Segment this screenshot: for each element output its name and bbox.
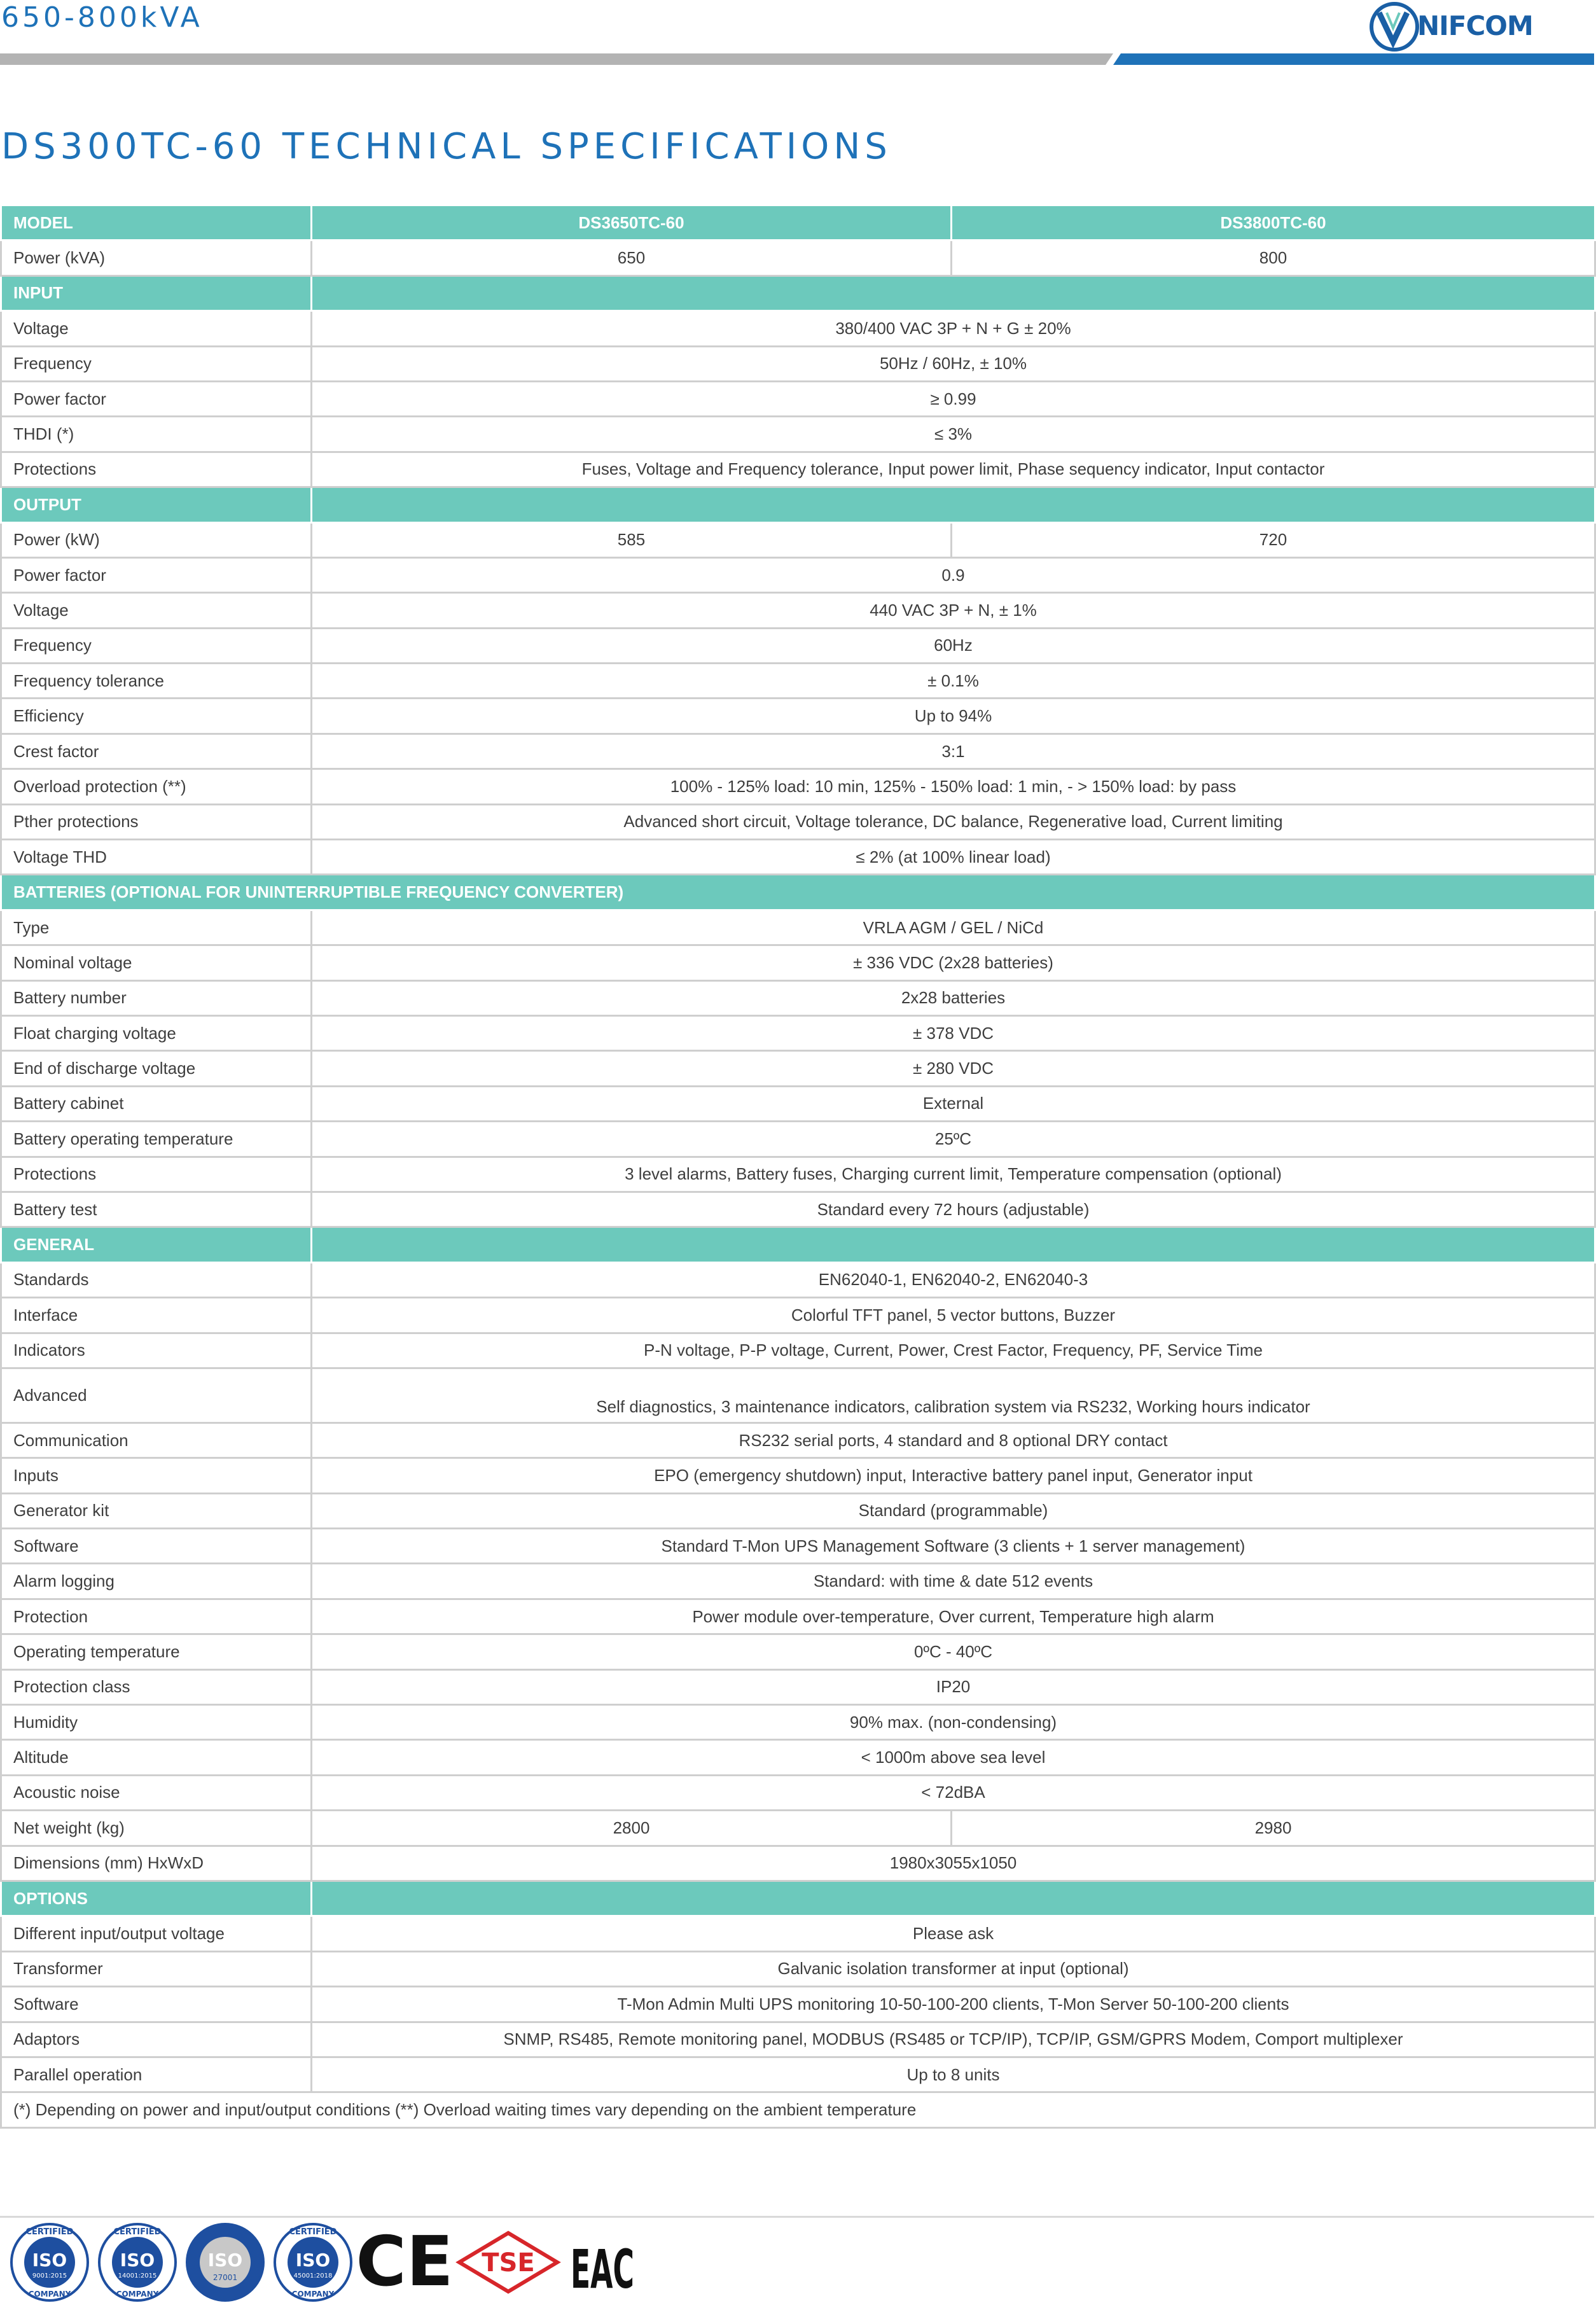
section-fill — [312, 1881, 1595, 1916]
table-row — [1, 910, 1595, 945]
seal-top-text: CERTIFIED — [25, 2227, 74, 2237]
iso-45001-seal-icon — [272, 2222, 354, 2303]
row-label: Battery number — [1, 980, 312, 1015]
eac-mark-text: EAC — [571, 2238, 634, 2300]
row-label: Protections — [1, 1157, 312, 1192]
seal-top-text: CERTIFIED — [289, 2227, 337, 2237]
row-label: End of discharge voltage — [1, 1051, 312, 1086]
nifcom-logo-icon — [1368, 0, 1425, 53]
section-fill — [312, 1227, 1595, 1262]
seal-code: 27001 — [212, 2273, 238, 2282]
row-value: < 1000m above sea level — [312, 1740, 1595, 1775]
row-label: Float charging voltage — [1, 1015, 312, 1050]
seal-mark: ISO — [120, 2250, 155, 2271]
nifcom-logo — [1368, 0, 1565, 53]
table-row — [1, 1846, 1595, 1881]
row-value: 90% max. (non-condensing) — [312, 1705, 1595, 1740]
row-label: Net weight (kg) — [1, 1811, 312, 1846]
row-value-col1: 650 — [312, 240, 952, 275]
seal-bottom-text: COMPANY — [28, 2290, 71, 2299]
table-row — [1, 593, 1595, 628]
table-row — [1, 346, 1595, 381]
power-range-title: 650-800kVA — [1, 1, 203, 34]
row-value: 1980x3055x1050 — [312, 1846, 1595, 1881]
row-value: ± 0.1% — [312, 664, 1595, 699]
table-row — [1, 1705, 1595, 1740]
row-label: Protection class — [1, 1669, 312, 1704]
table-row — [1, 311, 1595, 346]
table-row — [1, 452, 1595, 487]
table-row — [1, 1634, 1595, 1669]
row-value-col2: 800 — [952, 240, 1595, 275]
section-label: BATTERIES (OPTIONAL FOR UNINTERRUPTIBLE FREQUENCY CONVERTER) — [1, 875, 1595, 910]
table-row — [1, 1086, 1595, 1121]
table-row — [1, 1951, 1595, 1986]
table-row — [1, 1811, 1595, 1846]
table-row — [1, 1015, 1595, 1050]
seal-code: 45001:2018 — [293, 2272, 333, 2279]
page-header — [0, 0, 1594, 70]
row-value: Fuses, Voltage and Frequency tolerance, Input power limit, Phase sequency indicator, Input contactor — [312, 452, 1595, 487]
seal-code: 14001:2015 — [118, 2272, 157, 2279]
row-label: Indicators — [1, 1333, 312, 1368]
section-heading-general — [1, 1227, 1595, 1262]
row-label: Inputs — [1, 1458, 312, 1493]
seal-code: 9001:2015 — [32, 2272, 67, 2279]
table-row — [1, 945, 1595, 980]
seal-top-text: CERTIFIED — [113, 2227, 162, 2237]
table-row — [1, 2057, 1595, 2092]
brand-name: NIFCOM — [1417, 10, 1533, 41]
model-col1: DS3650TC-60 — [312, 205, 952, 240]
row-value: Up to 8 units — [312, 2057, 1595, 2092]
table-row — [1, 769, 1595, 804]
row-value: EPO (emergency shutdown) input, Interactive battery panel input, Generator input — [312, 1458, 1595, 1493]
tse-mark-text: TSE — [482, 2248, 535, 2278]
row-value-col1: 585 — [312, 522, 952, 557]
row-label: Power factor — [1, 381, 312, 416]
footnote: (*) Depending on power and input/output conditions (**) Overload waiting times vary depending on the ambient temperature — [1, 2092, 1595, 2127]
row-value: T-Mon Admin Multi UPS monitoring 10-50-100-200 clients, T-Mon Server 50-100-200 clients — [312, 1987, 1595, 2022]
row-value: 0ºC - 40ºC — [312, 1634, 1595, 1669]
row-value: P-N voltage, P-P voltage, Current, Power, Crest Factor, Frequency, PF, Service Time — [312, 1333, 1595, 1368]
row-value: 440 VAC 3P + N, ± 1% — [312, 593, 1595, 628]
row-value: Advanced short circuit, Voltage tolerance, DC balance, Regenerative load, Current limiting — [312, 804, 1595, 839]
row-value: ≤ 3% — [312, 417, 1595, 452]
row-label: Parallel operation — [1, 2057, 312, 2092]
row-value: External — [312, 1086, 1595, 1121]
table-row — [1, 522, 1595, 557]
row-label: Different input/output voltage — [1, 1916, 312, 1951]
row-label: Voltage — [1, 311, 312, 346]
table-row — [1, 628, 1595, 663]
row-label: Dimensions (mm) HxWxD — [1, 1846, 312, 1881]
section-fill — [312, 487, 1595, 522]
table-row — [1, 1458, 1595, 1493]
row-value: ± 378 VDC — [312, 1015, 1595, 1050]
row-value: 3 level alarms, Battery fuses, Charging current limit, Temperature compensation (optional) — [312, 1157, 1595, 1192]
row-label: Frequency tolerance — [1, 664, 312, 699]
row-value: Standard (programmable) — [312, 1493, 1595, 1528]
row-value-col2: 720 — [952, 522, 1595, 557]
row-label: Software — [1, 1529, 312, 1564]
table-row — [1, 1529, 1595, 1564]
table-row — [1, 980, 1595, 1015]
row-value: IP20 — [312, 1669, 1595, 1704]
table-row — [1, 1599, 1595, 1634]
row-value: ≥ 0.99 — [312, 381, 1595, 416]
table-row — [1, 804, 1595, 839]
row-value: EN62040-1, EN62040-2, EN62040-3 — [312, 1262, 1595, 1297]
table-row — [1, 1368, 1595, 1423]
table-row — [1, 1262, 1595, 1297]
row-label: Battery cabinet — [1, 1086, 312, 1121]
table-row — [1, 664, 1595, 699]
row-label: Alarm logging — [1, 1564, 312, 1599]
table-row — [1, 1298, 1595, 1333]
section-heading-input — [1, 275, 1595, 310]
ce-mark-icon — [356, 2222, 454, 2303]
model-row — [1, 205, 1595, 240]
row-value: 100% - 125% load: 10 min, 125% - 150% load: 1 min, - > 150% load: by pass — [312, 769, 1595, 804]
row-value-col2: 2980 — [952, 1811, 1595, 1846]
row-label: Interface — [1, 1298, 312, 1333]
certification-logos — [9, 2222, 645, 2311]
row-label: Transformer — [1, 1951, 312, 1986]
row-label: Humidity — [1, 1705, 312, 1740]
row-value: Self diagnostics, 3 maintenance indicators, calibration system via RS232, Working hours indicator — [312, 1368, 1595, 1423]
table-row — [1, 699, 1595, 734]
section-heading-batteries — [1, 875, 1595, 910]
row-label: Battery operating temperature — [1, 1122, 312, 1157]
row-value: 380/400 VAC 3P + N + G ± 20% — [312, 311, 1595, 346]
table-row — [1, 1333, 1595, 1368]
seal-bottom-text: COMPANY — [116, 2290, 159, 2299]
row-label: Frequency — [1, 346, 312, 381]
footnote-row — [1, 2092, 1595, 2127]
table-row — [1, 1423, 1595, 1458]
table-row — [1, 1775, 1595, 1810]
model-col2: DS3800TC-60 — [952, 205, 1595, 240]
row-label: Acoustic noise — [1, 1775, 312, 1810]
table-row — [1, 1192, 1595, 1227]
table-row — [1, 1493, 1595, 1528]
table-row — [1, 1157, 1595, 1192]
row-value: Colorful TFT panel, 5 vector buttons, Buzzer — [312, 1298, 1595, 1333]
row-label: Efficiency — [1, 699, 312, 734]
footer-divider — [0, 2216, 1594, 2218]
row-value: SNMP, RS485, Remote monitoring panel, MODBUS (RS485 or TCP/IP), TCP/IP, GSM/GPRS Modem, Comport multiplexer — [312, 2022, 1595, 2057]
document-title: DS300TC-60 TECHNICAL SPECIFICATIONS — [1, 126, 892, 167]
iso-9001-seal-icon — [9, 2222, 90, 2303]
iso-14001-seal-icon — [97, 2222, 178, 2303]
table-row — [1, 240, 1595, 275]
row-label: Adaptors — [1, 2022, 312, 2057]
model-label: MODEL — [1, 205, 312, 240]
row-value: 60Hz — [312, 628, 1595, 663]
row-label: Generator kit — [1, 1493, 312, 1528]
row-label: Protection — [1, 1599, 312, 1634]
table-row — [1, 734, 1595, 769]
table-row — [1, 1669, 1595, 1704]
spec-table — [0, 204, 1596, 2129]
row-label: Frequency — [1, 628, 312, 663]
section-heading-output — [1, 487, 1595, 522]
row-label: Altitude — [1, 1740, 312, 1775]
iso-27001-seal-icon — [184, 2222, 266, 2303]
row-value: RS232 serial ports, 4 standard and 8 optional DRY contact — [312, 1423, 1595, 1458]
row-value: ± 280 VDC — [312, 1051, 1595, 1086]
section-heading-options — [1, 1881, 1595, 1916]
seal-mark: ISO — [295, 2250, 331, 2271]
seal-mark: ISO — [207, 2250, 243, 2271]
row-label: Type — [1, 910, 312, 945]
row-label: Overload protection (**) — [1, 769, 312, 804]
ce-mark-text: CE — [356, 2222, 454, 2302]
table-row — [1, 1740, 1595, 1775]
row-value: 2x28 batteries — [312, 980, 1595, 1015]
section-label: GENERAL — [1, 1227, 312, 1262]
row-label: THDI (*) — [1, 417, 312, 452]
row-label: Power factor — [1, 557, 312, 592]
table-row — [1, 1122, 1595, 1157]
row-label: Battery test — [1, 1192, 312, 1227]
tse-mark-icon — [454, 2222, 562, 2303]
row-label: Power (kVA) — [1, 240, 312, 275]
row-value: Please ask — [312, 1916, 1595, 1951]
eac-mark-icon — [567, 2222, 637, 2303]
table-row — [1, 417, 1595, 452]
row-label: Operating temperature — [1, 1634, 312, 1669]
row-value: 3:1 — [312, 734, 1595, 769]
section-label: OUTPUT — [1, 487, 312, 522]
row-value: Galvanic isolation transformer at input (optional) — [312, 1951, 1595, 1986]
row-value: Up to 94% — [312, 699, 1595, 734]
row-value: 25ºC — [312, 1122, 1595, 1157]
section-fill — [312, 275, 1595, 310]
row-value: Standard T-Mon UPS Management Software (3 clients + 1 server management) — [312, 1529, 1595, 1564]
row-value: VRLA AGM / GEL / NiCd — [312, 910, 1595, 945]
seal-mark: ISO — [32, 2250, 67, 2271]
row-value: ≤ 2% (at 100% linear load) — [312, 840, 1595, 875]
row-label: Communication — [1, 1423, 312, 1458]
row-value: 0.9 — [312, 557, 1595, 592]
row-value: 50Hz / 60Hz, ± 10% — [312, 346, 1595, 381]
section-label: OPTIONS — [1, 1881, 312, 1916]
table-row — [1, 1564, 1595, 1599]
row-value: < 72dBA — [312, 1775, 1595, 1810]
row-label: Standards — [1, 1262, 312, 1297]
row-label: Pther protections — [1, 804, 312, 839]
table-row — [1, 1051, 1595, 1086]
seal-bottom-text: COMPANY — [291, 2290, 335, 2299]
row-value: Standard every 72 hours (adjustable) — [312, 1192, 1595, 1227]
row-label: Nominal voltage — [1, 945, 312, 980]
row-value-col1: 2800 — [312, 1811, 952, 1846]
table-row — [1, 1916, 1595, 1951]
table-row — [1, 557, 1595, 592]
row-label: Voltage — [1, 593, 312, 628]
row-label: Software — [1, 1987, 312, 2022]
table-row — [1, 1987, 1595, 2022]
row-label: Advanced — [1, 1368, 312, 1423]
table-row — [1, 2022, 1595, 2057]
header-band — [0, 53, 1594, 65]
row-label: Power (kW) — [1, 522, 312, 557]
row-label: Voltage THD — [1, 840, 312, 875]
row-value: Power module over-temperature, Over current, Temperature high alarm — [312, 1599, 1595, 1634]
table-row — [1, 840, 1595, 875]
table-row — [1, 381, 1595, 416]
row-label: Protections — [1, 452, 312, 487]
section-label: INPUT — [1, 275, 312, 310]
row-value: ± 336 VDC (2x28 batteries) — [312, 945, 1595, 980]
row-value: Standard: with time & date 512 events — [312, 1564, 1595, 1599]
row-label: Crest factor — [1, 734, 312, 769]
